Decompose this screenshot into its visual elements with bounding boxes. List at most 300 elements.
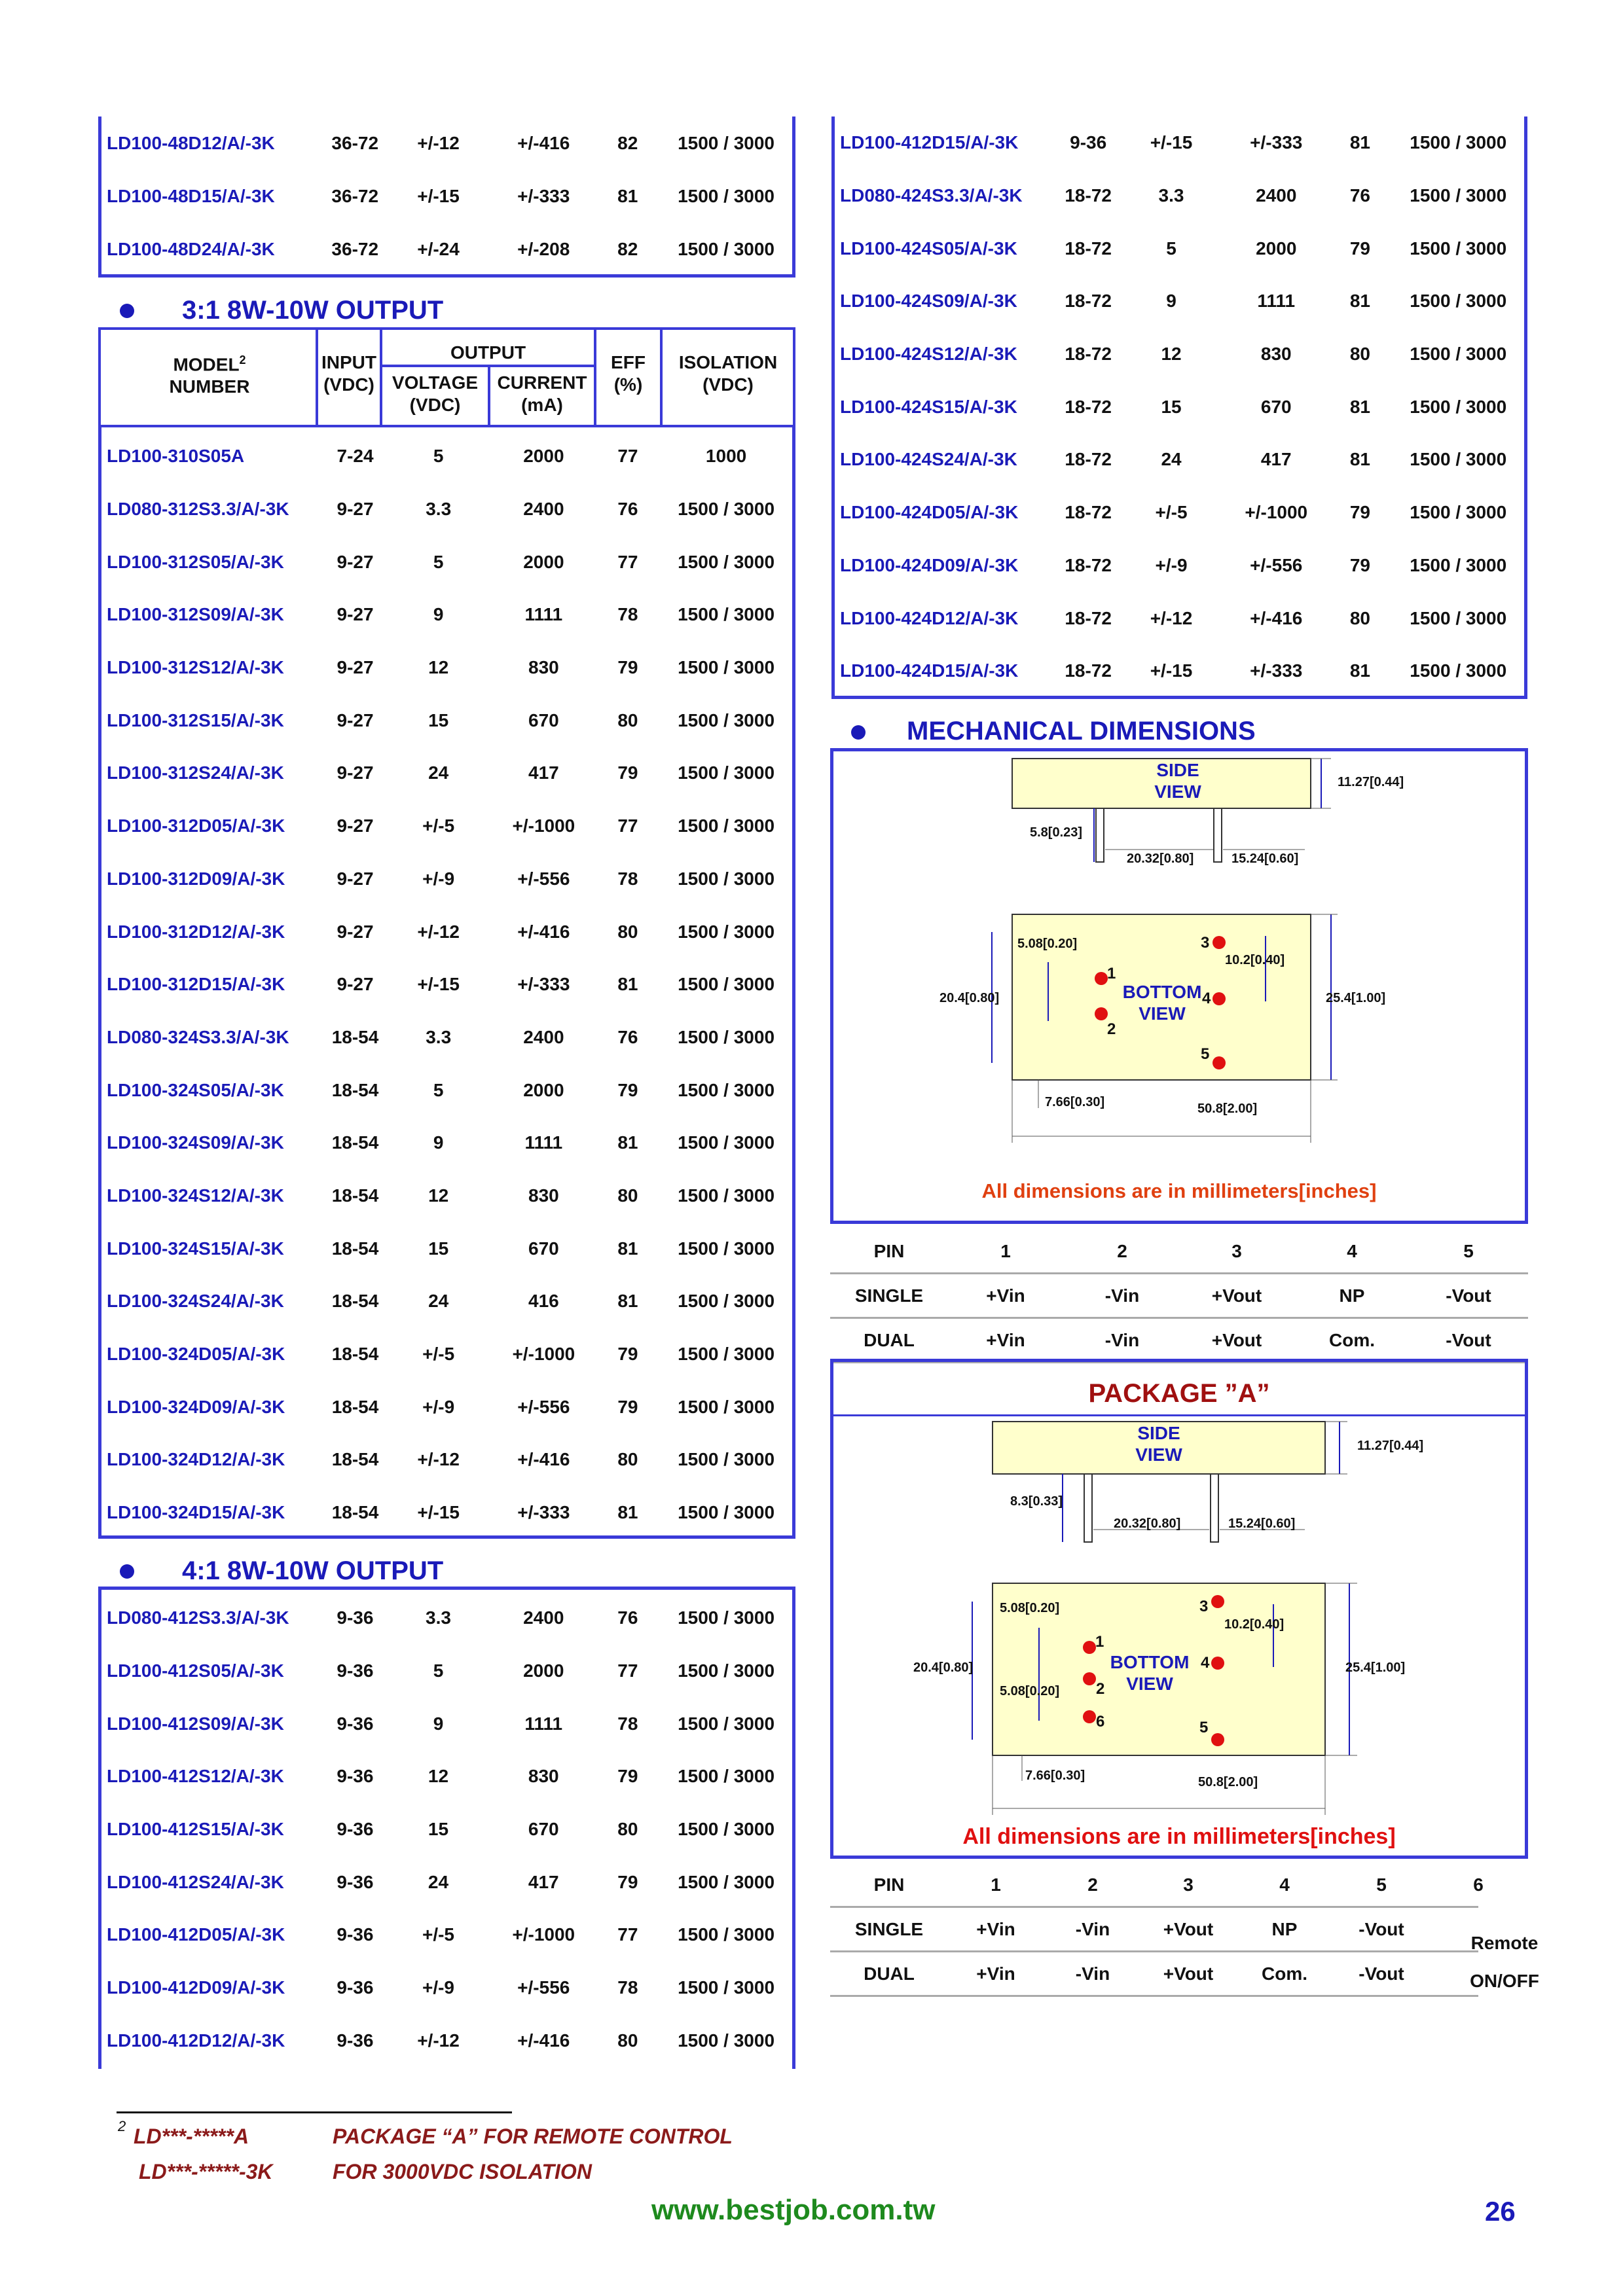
model-number: LD100-412D12/A/-3K <box>107 2030 285 2051</box>
dim-pitch1: 20.32[0.80] <box>1127 852 1194 866</box>
pin-header-cell: 6 <box>1473 1874 1484 1895</box>
table-cell: 12 <box>428 1766 449 1787</box>
dim-pin-length: 5.8[0.23] <box>1030 825 1083 840</box>
model-number: LD100-412D09/A/-3K <box>107 1977 285 1998</box>
table-cell: 9-27 <box>337 604 374 625</box>
table-row <box>101 1011 792 1064</box>
pin-6-label: 6 <box>1096 1713 1105 1731</box>
table-cell: 1500 / 3000 <box>678 1924 775 1945</box>
side-view-label: SIDE VIEW <box>1135 1423 1182 1465</box>
table-cell: 3.3 <box>426 499 452 520</box>
table-cell: 77 <box>617 1660 638 1681</box>
table-cell: 9-27 <box>337 816 374 836</box>
model-number: LD100-412S15/A/-3K <box>107 1819 284 1840</box>
dim-height: 11.27[0.44] <box>1357 1439 1424 1453</box>
table-cell: 18-54 <box>331 1449 379 1470</box>
bullet-icon <box>120 304 134 318</box>
model-number: LD100-412D05/A/-3K <box>107 1924 285 1945</box>
table-cell: 1500 / 3000 <box>1410 554 1507 575</box>
table-cell: 5 <box>1166 238 1176 259</box>
table-cell: +/-1000 <box>512 1344 575 1365</box>
table-cell: 18-54 <box>331 1079 379 1100</box>
table-cell: 417 <box>528 762 559 783</box>
table-row <box>835 645 1524 698</box>
table-cell: 1500 / 3000 <box>1410 607 1507 628</box>
footnote-code-2: LD***-*****-3K <box>139 2160 273 2183</box>
page-number: 26 <box>1485 2196 1516 2227</box>
table-cell: +/-208 <box>517 238 570 259</box>
pin-cell: +Vout <box>1163 1919 1214 1939</box>
side-pin <box>1211 1474 1218 1542</box>
table-row <box>101 1170 792 1223</box>
table-row <box>101 117 792 170</box>
table-cell: +/-416 <box>517 1449 570 1470</box>
table-cell: 1500 / 3000 <box>678 1871 775 1892</box>
table-cell: +/-9 <box>422 1396 455 1417</box>
frame-right <box>792 427 795 1539</box>
table-cell: 1500 / 3000 <box>678 604 775 625</box>
table-cell: 1500 / 3000 <box>678 1713 775 1734</box>
table-cell: 1111 <box>524 1132 563 1153</box>
table-cell: 1500 / 3000 <box>678 762 775 783</box>
pin-cell: -Vout <box>1359 1964 1404 1984</box>
model-number: LD100-324S15/A/-3K <box>107 1238 284 1259</box>
table-cell: 5 <box>433 551 444 572</box>
table-cell: 81 <box>1349 291 1370 312</box>
dim-766: 7.66[0.30] <box>1045 1095 1105 1109</box>
model-number: LD100-324D05/A/-3K <box>107 1344 285 1365</box>
side-pin <box>1096 808 1104 862</box>
pin-cell: +Vin <box>976 1919 1015 1939</box>
table-cell: 9-36 <box>337 1713 374 1734</box>
table-cell: 15 <box>428 709 449 730</box>
table-row <box>101 800 792 853</box>
table-cell: 9-27 <box>337 868 374 889</box>
table-row <box>101 430 792 483</box>
table-row <box>101 641 792 694</box>
pin-cell: +Vin <box>976 1964 1015 1984</box>
table-row <box>101 1697 792 1750</box>
pin-5-label: 5 <box>1201 1045 1210 1063</box>
dim-pitch1: 20.32[0.80] <box>1114 1516 1181 1531</box>
row-divider <box>830 1995 1478 1997</box>
table-cell: +/-12 <box>1150 607 1193 628</box>
grid-line <box>380 365 596 367</box>
table-cell: 2000 <box>523 446 564 467</box>
table-cell: 81 <box>617 1502 638 1523</box>
pin-4-dot <box>1211 1657 1224 1670</box>
table-cell: 1500 / 3000 <box>678 499 775 520</box>
table-cell: 416 <box>528 1291 559 1312</box>
model-number: LD100-324S09/A/-3K <box>107 1132 284 1153</box>
table-cell: 1500 / 3000 <box>1410 660 1507 681</box>
table-cell: 76 <box>1349 185 1370 206</box>
table-cell: 81 <box>617 974 638 995</box>
table-cell: 1500 / 3000 <box>678 185 775 206</box>
pin-cell: -Vout <box>1446 1330 1491 1350</box>
mechanical-drawing-box <box>830 748 1528 1224</box>
model-number: LD100-312S05/A/-3K <box>107 551 284 572</box>
footnote-desc-1: PACKAGE “A” FOR REMOTE CONTROL <box>333 2125 733 2148</box>
table-row <box>835 117 1524 170</box>
model-number: LD100-412S05/A/-3K <box>107 1660 284 1681</box>
model-number: LD100-48D15/A/-3K <box>107 185 275 206</box>
pin-5-label: 5 <box>1199 1719 1209 1736</box>
model-number: LD100-424D15/A/-3K <box>840 660 1019 681</box>
table-cell: 670 <box>528 1819 559 1840</box>
table-cell: 1500 / 3000 <box>678 1977 775 1998</box>
table-cell: 80 <box>1349 344 1370 365</box>
table-cell: 81 <box>617 1291 638 1312</box>
table-cell: 1500 / 3000 <box>678 238 775 259</box>
table-cell: +/-5 <box>1155 502 1188 523</box>
table-row <box>835 433 1524 486</box>
table-cell: 18-54 <box>331 1026 379 1047</box>
package-a-box <box>830 1359 1528 1859</box>
table-cell: 9-36 <box>337 1607 374 1628</box>
top-left-spec-table <box>101 117 792 276</box>
frame-right <box>792 117 795 278</box>
table-cell: 76 <box>617 1607 638 1628</box>
table-cell: 18-72 <box>1065 660 1112 681</box>
pin-header-cell: 5 <box>1376 1874 1387 1895</box>
model-number: LD100-312D05/A/-3K <box>107 816 285 836</box>
table-cell: 9 <box>433 1132 444 1153</box>
table-cell: 1500 / 3000 <box>678 1291 775 1312</box>
model-number: LD100-324S05/A/-3K <box>107 1079 284 1100</box>
dim-508: 5.08[0.20] <box>1017 937 1078 951</box>
pin-5-dot <box>1211 1733 1224 1746</box>
table-cell: 79 <box>1349 554 1370 575</box>
dim-pin-length: 8.3[0.33] <box>1010 1494 1063 1509</box>
model-number: LD100-312S15/A/-3K <box>107 709 284 730</box>
header-output: OUTPUT <box>450 342 526 363</box>
table-cell: 9-36 <box>337 1871 374 1892</box>
table-cell: 830 <box>1260 344 1292 365</box>
dim-508b: 50.8[2.00] <box>1198 1775 1258 1789</box>
pin-cell: NP <box>1339 1285 1365 1306</box>
header-input: INPUT (VDC) <box>321 352 376 395</box>
table-cell: 830 <box>528 1185 559 1206</box>
table-cell: 9-36 <box>337 1819 374 1840</box>
table-cell: +/-15 <box>1150 132 1193 153</box>
table-cell: 79 <box>617 762 638 783</box>
pin-cell: -Vin <box>1104 1330 1140 1350</box>
table-row <box>835 170 1524 223</box>
table-cell: 18-72 <box>1065 291 1112 312</box>
pin-3-dot <box>1211 1595 1224 1608</box>
table-row <box>101 853 792 906</box>
table-cell: 18-54 <box>331 1238 379 1259</box>
table-cell: 18-72 <box>1065 502 1112 523</box>
pin-header-cell: 2 <box>1087 1874 1098 1895</box>
row-divider <box>830 1272 1528 1274</box>
table-cell: +/-24 <box>417 238 460 259</box>
table-cell: 670 <box>528 1238 559 1259</box>
table-cell: 1500 / 3000 <box>678 1238 775 1259</box>
table-cell: 80 <box>1349 607 1370 628</box>
pin-cell: DUAL <box>864 1964 915 1984</box>
table-cell: +/-556 <box>517 1396 570 1417</box>
table-cell: 1500 / 3000 <box>678 1132 775 1153</box>
table-row <box>835 328 1524 381</box>
table-cell: 2000 <box>523 1079 564 1100</box>
table-cell: 1500 / 3000 <box>678 1660 775 1681</box>
model-number: LD100-310S05A <box>107 446 245 467</box>
table-cell: 9-36 <box>337 1924 374 1945</box>
table-cell: +/-416 <box>517 132 570 153</box>
pin-4-label: 4 <box>1202 990 1211 1007</box>
bottom-view-label: BOTTOM VIEW <box>1110 1652 1190 1694</box>
pin-1-dot <box>1095 972 1108 985</box>
pin-cell: SINGLE <box>854 1285 924 1306</box>
table-cell: 830 <box>528 1766 559 1787</box>
model-number: LD100-412S09/A/-3K <box>107 1713 284 1734</box>
table-cell: 1500 / 3000 <box>678 974 775 995</box>
dim-102: 10.2[0.40] <box>1225 953 1285 967</box>
pin-cell: +Vin <box>986 1330 1025 1350</box>
dim-254: 25.4[1.00] <box>1345 1660 1406 1675</box>
model-number: LD100-312D15/A/-3K <box>107 974 285 995</box>
table-cell: 78 <box>617 1977 638 1998</box>
table-cell: 12 <box>428 657 449 678</box>
table-row <box>835 222 1524 275</box>
model-number: LD100-424S24/A/-3K <box>840 449 1017 470</box>
header-isolation: ISOLATION (VDC) <box>678 352 778 395</box>
table-cell: 9-27 <box>337 709 374 730</box>
dim-pitch2: 15.24[0.60] <box>1228 1516 1296 1531</box>
table-cell: 9-36 <box>337 1766 374 1787</box>
table-cell: 7-24 <box>337 446 374 467</box>
table-row <box>101 1486 792 1539</box>
table-cell: 81 <box>1349 396 1370 417</box>
table-cell: 18-54 <box>331 1291 379 1312</box>
table-cell: 1500 / 3000 <box>678 816 775 836</box>
pin-1-label: 1 <box>1095 1633 1104 1651</box>
table-cell: 77 <box>617 816 638 836</box>
table-cell: 79 <box>617 1344 638 1365</box>
table-cell: 77 <box>617 446 638 467</box>
table-cell: 80 <box>617 1449 638 1470</box>
pin-cell: Com. <box>1262 1964 1307 1984</box>
model-number: LD100-324D15/A/-3K <box>107 1502 285 1523</box>
table-cell: +/-333 <box>1250 132 1303 153</box>
table-cell: 9 <box>433 1713 444 1734</box>
table-cell: 82 <box>617 238 638 259</box>
table-cell: 24 <box>428 1291 449 1312</box>
table-row <box>101 1962 792 2015</box>
table-cell: 79 <box>1349 502 1370 523</box>
table-row <box>101 483 792 536</box>
table-cell: 80 <box>617 1819 638 1840</box>
footnote-code-1: LD***-*****A <box>134 2125 249 2148</box>
pin-cell: NP <box>1271 1919 1298 1939</box>
pin-header-cell: 1 <box>991 1874 1001 1895</box>
table-cell: 9-36 <box>337 1977 374 1998</box>
table-cell: 9-27 <box>337 974 374 995</box>
table-cell: +/-12 <box>417 132 460 153</box>
table-cell: 77 <box>617 551 638 572</box>
model-number: LD100-312S24/A/-3K <box>107 762 284 783</box>
model-number: LD100-324D09/A/-3K <box>107 1396 285 1417</box>
table-cell: 36-72 <box>331 238 379 259</box>
pin-header-cell: 2 <box>1117 1241 1127 1261</box>
package-a-note: All dimensions are in millimeters[inches] <box>962 1824 1396 1849</box>
table-cell: 18-72 <box>1065 449 1112 470</box>
table-cell: 76 <box>617 499 638 520</box>
pin-4-label: 4 <box>1201 1654 1210 1672</box>
table-cell: 9-27 <box>337 499 374 520</box>
pin-header-cell: 1 <box>1000 1241 1011 1261</box>
table-row <box>101 905 792 958</box>
table-cell: 78 <box>617 604 638 625</box>
frame-right <box>1524 117 1527 699</box>
table-row <box>101 1750 792 1803</box>
model-number: LD100-424S12/A/-3K <box>840 344 1017 365</box>
table-cell: 36-72 <box>331 185 379 206</box>
table-cell: +/-333 <box>517 185 570 206</box>
table-cell: 79 <box>617 1871 638 1892</box>
model-number: LD100-412D15/A/-3K <box>840 132 1019 153</box>
model-number: LD100-424S15/A/-3K <box>840 396 1017 417</box>
table-row <box>101 1433 792 1486</box>
pin-cell: -Vin <box>1075 1964 1110 1984</box>
table-cell: 9-36 <box>337 2030 374 2051</box>
pin-cell: +Vout <box>1211 1330 1262 1350</box>
table-cell: 1500 / 3000 <box>678 2030 775 2051</box>
table-cell: +/-5 <box>422 1344 455 1365</box>
table-cell: 24 <box>1161 449 1182 470</box>
pin-cell: -Vin <box>1104 1285 1140 1306</box>
table-cell: 81 <box>617 1238 638 1259</box>
table-cell: 1500 / 3000 <box>678 709 775 730</box>
table-row <box>101 1064 792 1117</box>
table-cell: 18-54 <box>331 1396 379 1417</box>
table-cell: 18-72 <box>1065 238 1112 259</box>
table-cell: +/-15 <box>417 185 460 206</box>
model-number: LD100-324S12/A/-3K <box>107 1185 284 1206</box>
table-cell: 80 <box>617 921 638 942</box>
table-cell: 18-54 <box>331 1132 379 1153</box>
row-divider <box>830 1317 1528 1319</box>
pin-header-cell: 5 <box>1463 1241 1474 1261</box>
header-eff: EFF (%) <box>611 352 646 395</box>
table-row <box>101 223 792 276</box>
table-cell: 78 <box>617 1713 638 1734</box>
pin-cell: -Vout <box>1359 1919 1404 1939</box>
dim-508: 5.08[0.20] <box>1000 1601 1060 1615</box>
row-divider <box>830 1906 1478 1908</box>
table-cell: 670 <box>528 709 559 730</box>
table-cell: 80 <box>617 709 638 730</box>
mechanical-note: All dimensions are in millimeters[inches] <box>981 1179 1377 1202</box>
pin-header-cell: PIN <box>873 1874 905 1895</box>
table-cell: 80 <box>617 1185 638 1206</box>
dim-102: 10.2[0.40] <box>1224 1617 1285 1632</box>
table-cell: 15 <box>428 1238 449 1259</box>
table-cell: 2400 <box>523 1026 564 1047</box>
table-cell: +/-556 <box>1250 554 1303 575</box>
table-cell: 79 <box>617 1396 638 1417</box>
pin-6-dot <box>1083 1710 1096 1723</box>
table-cell: +/-5 <box>422 816 455 836</box>
dim-204: 20.4[0.80] <box>913 1660 974 1675</box>
table-row <box>101 1117 792 1170</box>
header-current: CURRENT (mA) <box>497 372 587 415</box>
table-cell: +/-416 <box>1250 607 1303 628</box>
pin-2-dot <box>1095 1007 1108 1020</box>
pin-header-cell: 3 <box>1231 1241 1242 1261</box>
model-number: LD100-324S24/A/-3K <box>107 1291 284 1312</box>
bottom-view-label: BOTTOM VIEW <box>1122 982 1202 1024</box>
table-row <box>101 694 792 747</box>
table-cell: +/-333 <box>1250 660 1303 681</box>
pin-header-cell: 4 <box>1279 1874 1290 1895</box>
dim-508b: 50.8[2.00] <box>1197 1102 1258 1116</box>
model-number: LD100-412S24/A/-3K <box>107 1871 284 1892</box>
table-cell: 9-36 <box>1070 132 1107 153</box>
pin-6-function <box>1459 1924 1550 2000</box>
table-cell: +/-333 <box>517 974 570 995</box>
table-cell: 1500 / 3000 <box>678 1344 775 1365</box>
table-row <box>101 1909 792 1962</box>
table-cell: 1500 / 3000 <box>678 1185 775 1206</box>
table-row <box>101 588 792 641</box>
model-number: LD100-424D12/A/-3K <box>840 607 1019 628</box>
table-cell: 1111 <box>1257 291 1296 312</box>
table-row <box>835 275 1524 328</box>
table-row <box>835 592 1524 645</box>
table-row <box>101 1592 792 1645</box>
table-row <box>835 486 1524 539</box>
table-cell: 1000 <box>705 446 747 467</box>
section-41-title: 4:1 8W-10W OUTPUT <box>182 1556 444 1585</box>
table-row <box>101 535 792 588</box>
table-row <box>101 1645 792 1698</box>
table-cell: 1500 / 3000 <box>1410 132 1507 153</box>
table-cell: 5 <box>433 1660 444 1681</box>
table-cell: +/-12 <box>417 921 460 942</box>
table-cell: 3.3 <box>1158 185 1184 206</box>
table-row <box>101 747 792 800</box>
table-cell: 1500 / 3000 <box>1410 238 1507 259</box>
table-cell: 9-27 <box>337 921 374 942</box>
table-cell: +/-556 <box>517 868 570 889</box>
table-row <box>101 1328 792 1381</box>
table-cell: 12 <box>428 1185 449 1206</box>
model-number: LD080-312S3.3/A/-3K <box>107 499 289 520</box>
model-number: LD080-324S3.3/A/-3K <box>107 1026 289 1047</box>
dim-height: 11.27[0.44] <box>1338 775 1404 789</box>
section-31-table <box>101 430 792 1539</box>
table-cell: 81 <box>1349 132 1370 153</box>
table-cell: 1500 / 3000 <box>1410 291 1507 312</box>
table-cell: 79 <box>617 657 638 678</box>
table-row <box>835 539 1524 592</box>
footer-url[interactable]: www.bestjob.com.tw <box>651 2194 936 2226</box>
dim-254: 25.4[1.00] <box>1326 991 1386 1005</box>
pin-3-dot <box>1213 936 1226 949</box>
table-cell: 3.3 <box>426 1607 451 1628</box>
pin-5-dot <box>1213 1056 1226 1069</box>
table-cell: 9-27 <box>337 657 374 678</box>
table-cell: 2400 <box>1256 185 1297 206</box>
table-cell: 1500 / 3000 <box>678 132 775 153</box>
table-cell: 18-54 <box>331 1502 379 1523</box>
pin-cell: -Vout <box>1446 1285 1491 1306</box>
model-number: LD080-412S3.3/A/-3K <box>107 1607 289 1628</box>
table-cell: 1500 / 3000 <box>1410 396 1507 417</box>
